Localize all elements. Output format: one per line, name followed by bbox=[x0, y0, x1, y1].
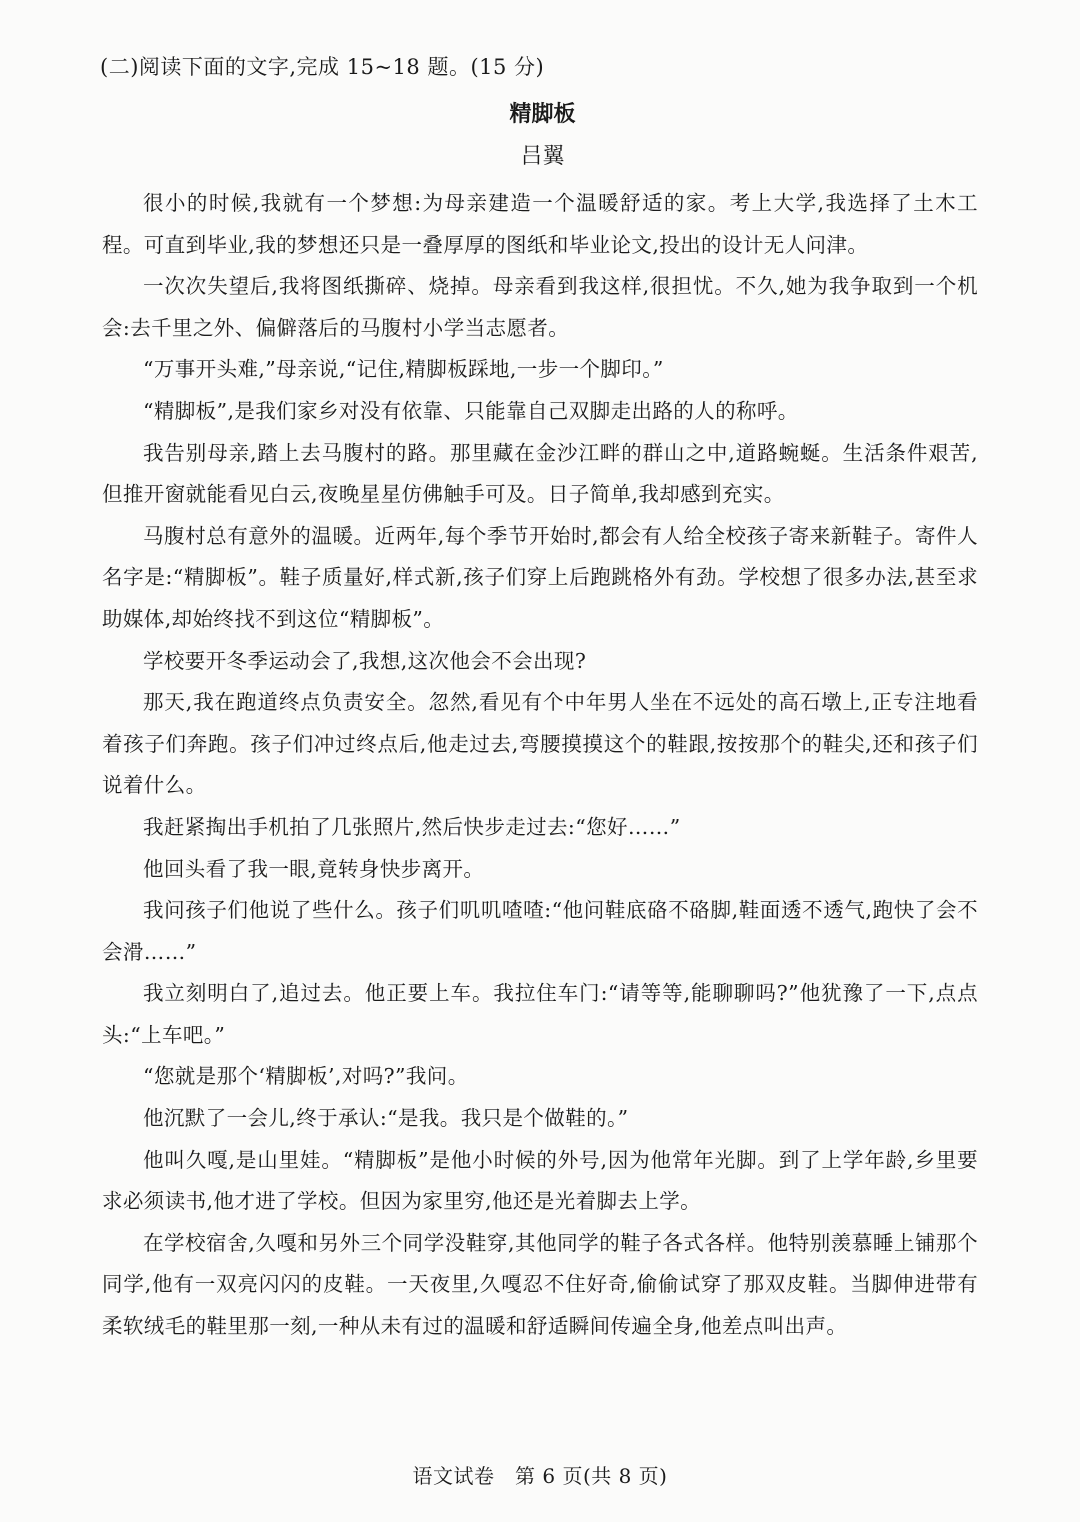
article-body bbox=[102, 183, 978, 1348]
paragraph: 那天,我在跑道终点负责安全。忽然,看见有个中年男人坐在不远处的高石墩上,正专注地看着孩子们奔跑。孩子们冲过终点后,他走过去,弯腰摸摸这个的鞋跟,按按那个的鞋尖,还和孩子们说着什么。 bbox=[102, 690, 978, 798]
paragraph: “精脚板”,是我们家乡对没有依靠、只能靠自己双脚走出路的人的称呼。 bbox=[143, 398, 799, 423]
paragraph: 马腹村总有意外的温暖。近两年,每个季节开始时,都会有人给全校孩子寄来新鞋子。寄件人名字是:“精脚板”。鞋子质量好,样式新,孩子们穿上后跑跳格外有劲。学校想了很多办法,甚至求助媒体,却始终找不到这位“精脚板”。 bbox=[102, 523, 978, 631]
paragraph: 我告别母亲,踏上去马腹村的路。那里藏在金沙江畔的群山之中,道路蜿蜒。生活条件艰苦,但推开窗就能看见白云,夜晚星星仿佛触手可及。日子简单,我却感到充实。 bbox=[102, 440, 978, 507]
paragraph: “您就是那个‘精脚板’,对吗?”我问。 bbox=[143, 1064, 469, 1089]
paragraph: 我赶紧掏出手机拍了几张照片,然后快步走过去:“您好……” bbox=[143, 814, 681, 839]
paragraph: 一次次失望后,我将图纸撕碎、烧掉。母亲看到我这样,很担忧。不久,她为我争取到一个机会:去千里之外、偏僻落后的马腹村小学当志愿者。 bbox=[102, 274, 978, 340]
page-footer: 语文试卷 第 6 页(共 8 页) bbox=[412, 1464, 668, 1488]
paragraph: 学校要开冬季运动会了,我想,这次他会不会出现? bbox=[143, 648, 587, 673]
paragraph: 他沉默了一会儿,终于承认:“是我。我只是个做鞋的。” bbox=[143, 1106, 629, 1131]
paragraph: 他叫久嘎,是山里娃。“精脚板”是他小时候的外号,因为他常年光脚。到了上学年龄,乡里要求必须读书,他才进了学校。但因为家里穷,他还是光着脚去上学。 bbox=[102, 1147, 978, 1214]
article-author: 吕翼 bbox=[520, 144, 565, 169]
section-heading: (二)阅读下面的文字,完成 15~18 题。(15 分) bbox=[100, 55, 545, 79]
paragraph: 很小的时候,我就有一个梦想:为母亲建造一个温暖舒适的家。考上大学,我选择了土木工程。可直到毕业,我的梦想还只是一叠厚厚的图纸和毕业论文,投出的设计无人问津。 bbox=[102, 191, 978, 257]
paragraph: 我立刻明白了,追过去。他正要上车。我拉住车门:“请等等,能聊聊吗?”他犹豫了一下,点点头:“上车吧。” bbox=[102, 981, 978, 1047]
paragraph: 我问孩子们他说了些什么。孩子们叽叽喳喳:“他问鞋底硌不硌脚,鞋面透不透气,跑快了会不会滑……” bbox=[102, 898, 978, 964]
paragraph: 他回头看了我一眼,竟转身快步离开。 bbox=[143, 856, 485, 881]
paragraph: “万事开头难,”母亲说,“记住,精脚板踩地,一步一个脚印。” bbox=[143, 357, 664, 382]
article-title: 精脚板 bbox=[509, 101, 576, 127]
paragraph: 在学校宿舍,久嘎和另外三个同学没鞋穿,其他同学的鞋子各式各样。他特别羡慕睡上铺那个同学,他有一双亮闪闪的皮鞋。一天夜里,久嘎忍不住好奇,偷偷试穿了那双皮鞋。当脚伸进带有柔软绒毛的鞋里那一刻,一种从未有过的温暖和舒适瞬间传遍全身,他差点叫出声。 bbox=[102, 1230, 978, 1339]
